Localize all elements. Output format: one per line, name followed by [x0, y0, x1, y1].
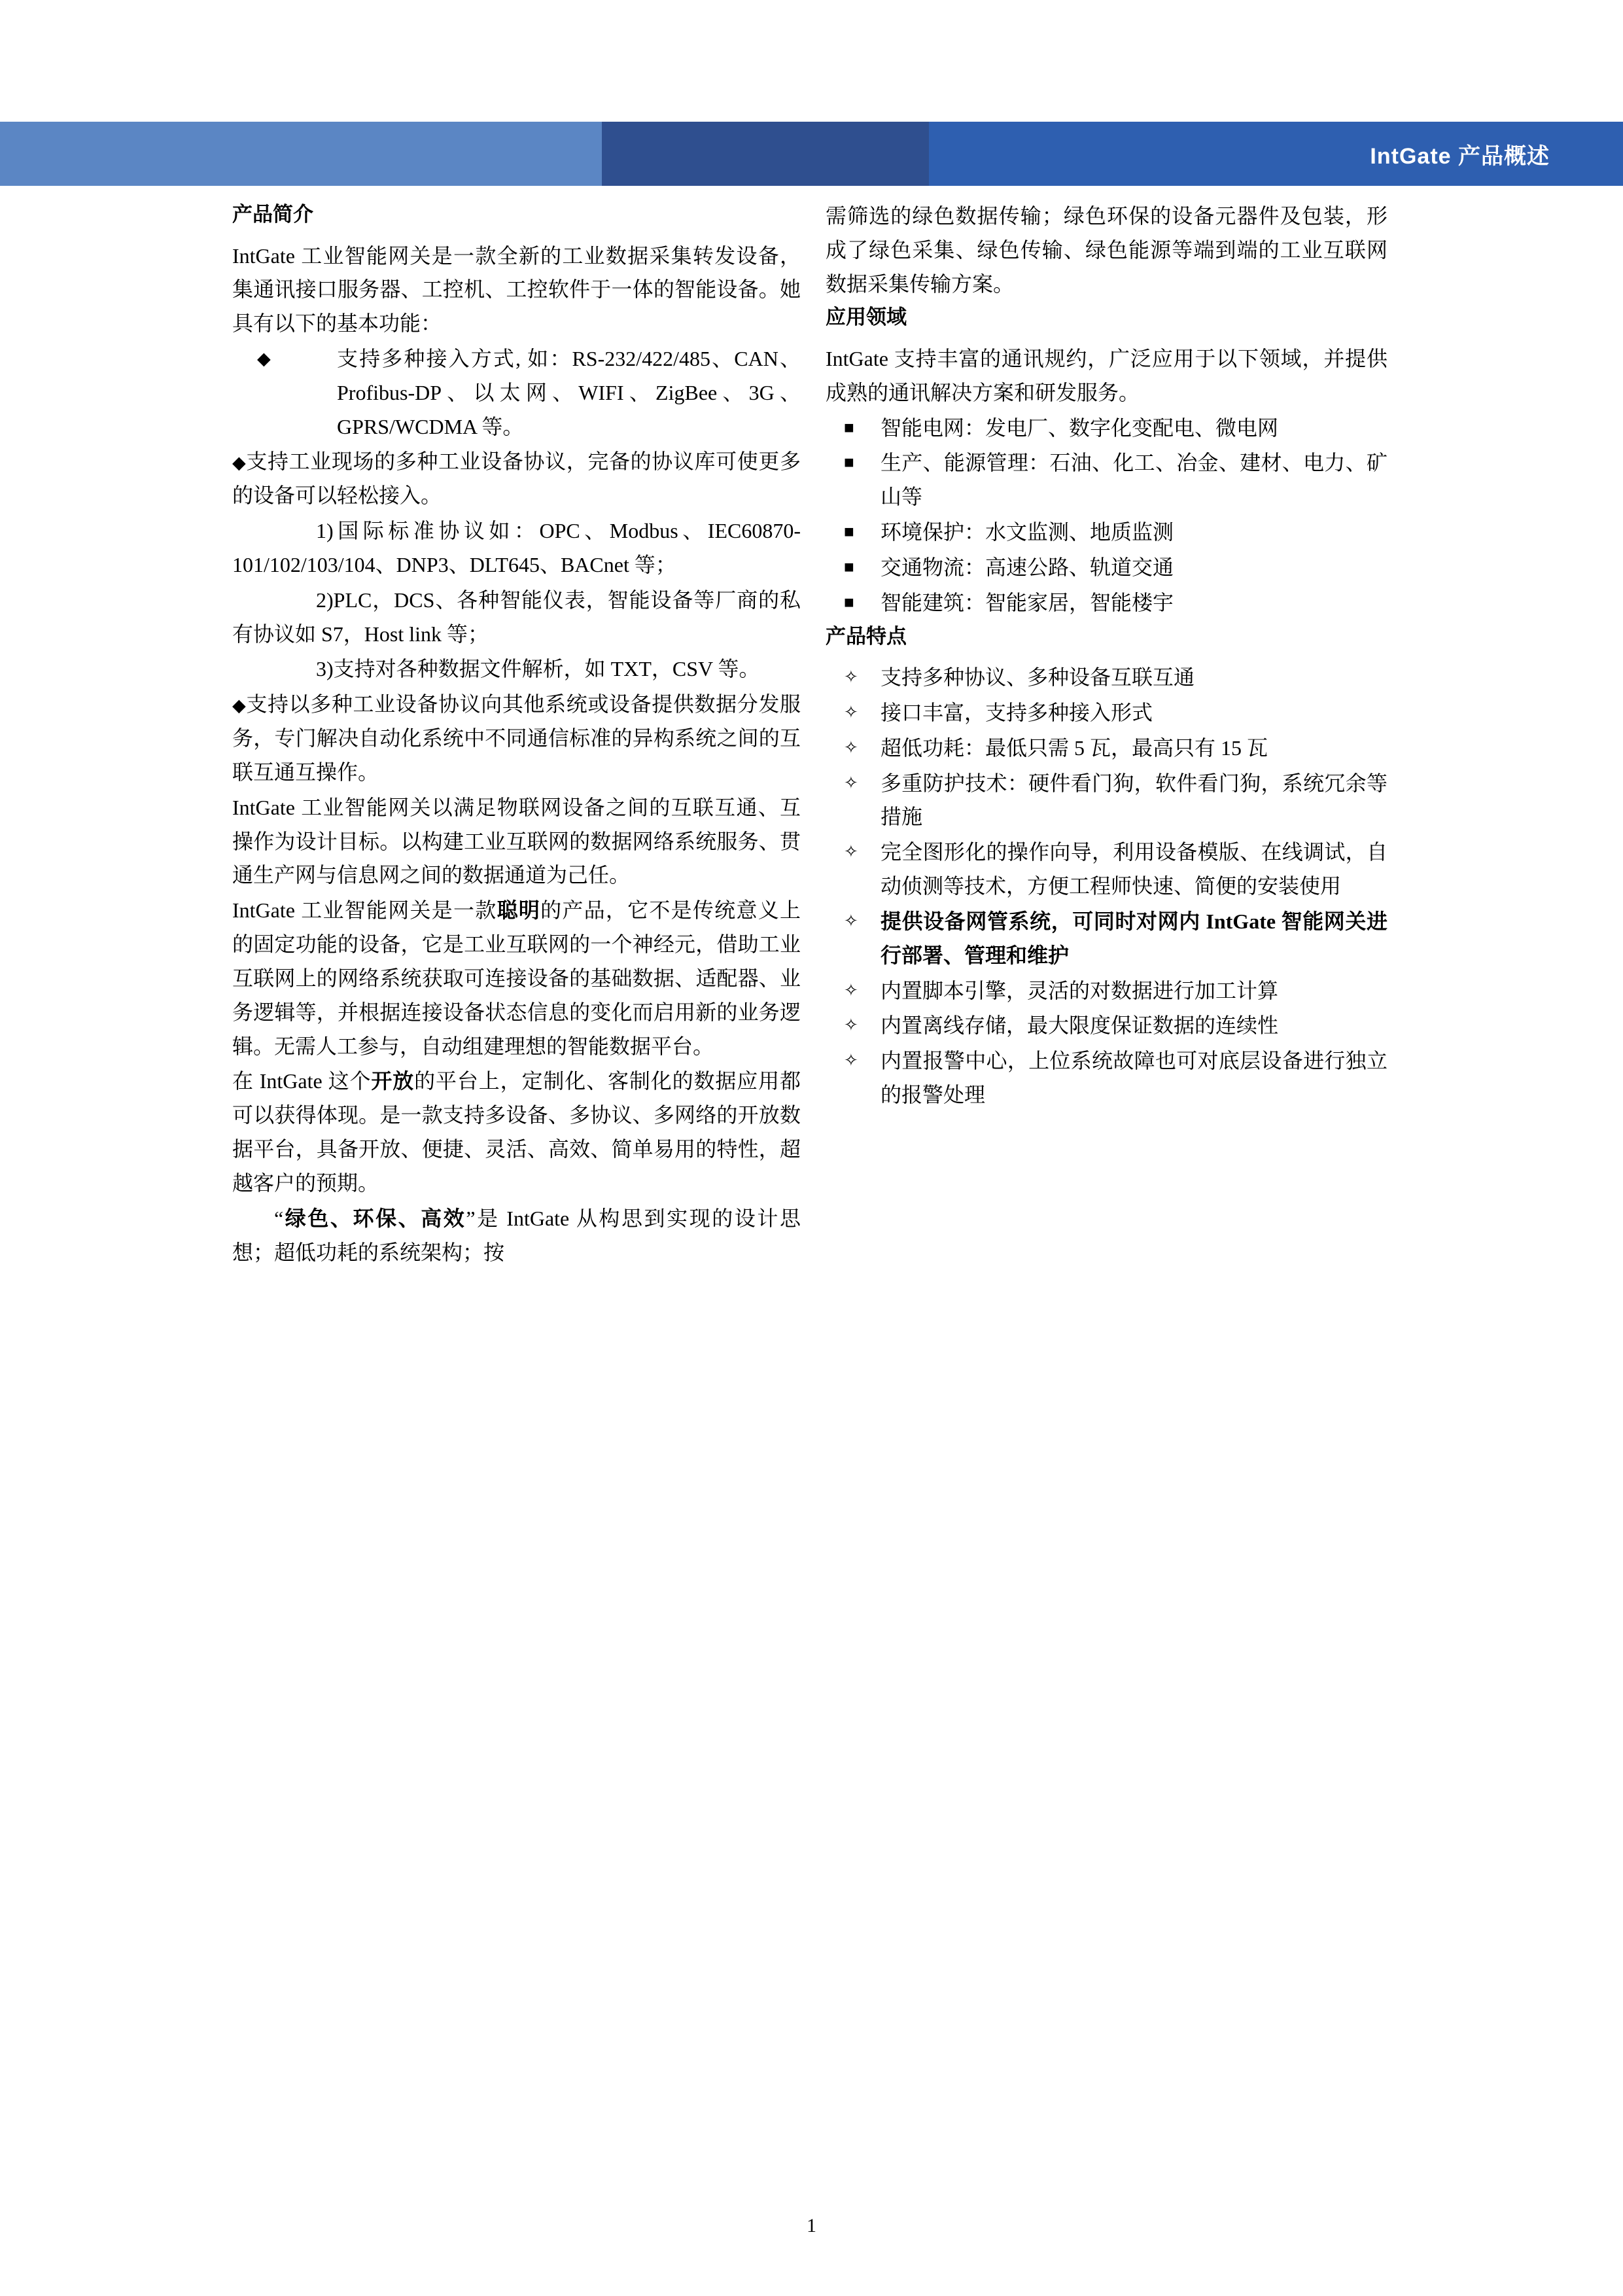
paragraph-smart-a: IntGate 工业智能网关是一款 [232, 898, 497, 923]
list-item-label: 多重防护技术：硬件看门狗，软件看门狗，系统冗余等措施 [881, 771, 1387, 829]
diamond-outline-bullet-icon: ✧ [844, 980, 858, 1000]
diamond-outline-bullet-icon: ✧ [844, 1051, 858, 1070]
page-number: 1 [807, 2215, 816, 2236]
list-item-label: 支持多种接入方式, 如：RS-232/422/485、CAN、Profibus-DP、以太网、WIFI、ZigBee、3G、GPRS/WCDMA 等。 [337, 346, 801, 438]
right-column [826, 200, 1623, 1271]
square-bullet-icon: ■ [844, 592, 854, 612]
section-heading-applications: 应用领域 [826, 306, 907, 329]
header-band-title [929, 122, 1623, 186]
paragraph-protocol-lead [232, 445, 801, 513]
diamond-outline-bullet-icon: ✧ [844, 737, 858, 757]
list-item-label: 智能建筑：智能家居，智能楼宇 [881, 590, 1174, 614]
diamond-outline-bullet-icon: ✧ [844, 667, 858, 687]
access-methods-list [232, 342, 801, 444]
header-band-dark [602, 122, 929, 186]
list-item [826, 586, 1387, 620]
list-item [826, 661, 1387, 695]
square-bullet-icon: ■ [844, 453, 854, 472]
applications-list [826, 412, 1387, 620]
list-item [826, 696, 1387, 730]
diamond-outline-bullet-icon: ✧ [844, 773, 858, 792]
paragraph-protocol-lead-text: 支持工业现场的多种工业设备协议，完备的协议库可使更多的设备可以轻松接入。 [232, 450, 801, 508]
paragraph-applications-intro: IntGate 支持丰富的通讯规约，广泛应用于以下领域，并提供成熟的通讯解决方案和研发服务。 [826, 346, 1387, 404]
list-item-label: 完全图形化的操作向导，利用设备模版、在线调试，自动侦测等技术，方便工程师快速、简便的安装使用 [881, 840, 1387, 898]
list-item-label: 接口丰富，支持多种接入形式 [881, 700, 1153, 724]
paragraph-green-c: ”是 IntGate 从构思到实现的设计思想；超低功耗的系统架构；按 [232, 1206, 801, 1264]
page-content [0, 200, 1623, 1271]
paragraph-smart-product [232, 894, 801, 1063]
paragraph-dispatch-text: 支持以多种工业设备协议向其他系统或设备提供数据分发服务，专门解决自动化系统中不同通信标准的异构系统之间的互联互通互操作。 [232, 692, 801, 784]
diamond-bullet-icon: ◆ [257, 348, 271, 368]
diamond-outline-bullet-icon: ✧ [844, 702, 858, 722]
list-item-label: 内置脚本引擎，灵活的对数据进行加工计算 [881, 978, 1279, 1002]
list-item [826, 974, 1387, 1008]
list-item-label: 智能电网：发电厂、数字化变配电、微电网 [881, 415, 1279, 440]
paragraph-protocol-1: 1)国际标准协议如：OPC、Modbus、IEC60870-101/102/103/104、DNP3、DLT645、BACnet 等； [232, 519, 801, 576]
list-item [826, 1009, 1387, 1043]
paragraph-smart-emphasis: 聪明 [497, 898, 541, 923]
list-item-label: 超低功耗：最低只需 5 瓦，最高只有 15 瓦 [881, 735, 1268, 760]
section-heading-intro: 产品简介 [232, 203, 313, 226]
list-item [826, 551, 1387, 585]
paragraph-open-platform [232, 1065, 801, 1200]
paragraph-green-quote-open: “ [274, 1206, 284, 1230]
paragraph-design-goal: IntGate 工业智能网关以满足物联网设备之间的互联互通、互操作为设计目标。以构建工业互联网的数据网络系统服务、贯通生产网与信息网之间的数据通道为己任。 [232, 795, 801, 887]
paragraph-green-emphasis: 绿色、环保、高效 [283, 1206, 466, 1230]
diamond-bullet-icon: ◆ [232, 453, 247, 473]
paragraph-open-emphasis: 开放 [371, 1069, 415, 1093]
diamond-outline-bullet-icon: ✧ [844, 1016, 858, 1035]
list-item-label: 交通物流：高速公路、轨道交通 [881, 555, 1174, 579]
list-item [826, 836, 1387, 904]
list-item-label: 内置报警中心，上位系统故障也可对底层设备进行独立的报警处理 [881, 1049, 1387, 1107]
list-item [826, 446, 1387, 514]
diamond-outline-bullet-icon: ✧ [844, 842, 858, 862]
paragraph-protocol-3: 3)支持对各种数据文件解析，如 TXT，CSV 等。 [316, 657, 760, 681]
list-item-label: 支持多种协议、多种设备互联互通 [881, 665, 1195, 690]
square-bullet-icon: ■ [844, 557, 854, 576]
paragraph-open-a: 在 IntGate 这个 [232, 1069, 372, 1093]
paragraph-dispatch [232, 688, 801, 789]
paragraph-protocol-2: 2)PLC，DCS、各种智能仪表，智能设备等厂商的私有协议如 S7，Host link 等； [232, 588, 801, 646]
paragraph-green-continued: 需筛选的绿色数据传输；绿色环保的设备元器件及包装，形成了绿色采集、绿色传输、绿色能源等端到端的工业互联网数据采集传输方案。 [826, 204, 1387, 296]
section-heading-features: 产品特点 [826, 624, 907, 648]
paragraph-smart-c: 的产品，它不是传统意义上的固定功能的设备，它是工业互联网的一个神经元，借助工业互联网上的网络系统获取可连接设备的基础数据、适配器、业务逻辑等，并根据连接设备状态信息的变化而启用新的业务逻辑。无需人工参与，自动组建理想的智能数据平台。 [232, 898, 801, 1058]
list-item-label: 环境保护：水文监测、地质监测 [881, 520, 1174, 544]
header-title: IntGate 产品概述 [1370, 143, 1550, 169]
list-item-label: 内置离线存储，最大限度保证数据的连续性 [881, 1014, 1279, 1038]
diamond-outline-bullet-icon: ✧ [844, 911, 858, 930]
list-item [826, 767, 1387, 835]
list-item [826, 412, 1387, 446]
paragraph-green [232, 1202, 801, 1270]
features-list [826, 661, 1387, 1112]
diamond-bullet-icon: ◆ [232, 696, 247, 716]
list-item [826, 732, 1387, 766]
square-bullet-icon: ■ [844, 417, 854, 437]
list-item [826, 1044, 1387, 1112]
list-item [826, 905, 1387, 973]
list-item [232, 342, 801, 444]
paragraph-open-c: 的平台上，定制化、客制化的数据应用都可以获得体现。是一款支持多设备、多协议、多网络的开放数据平台，具备开放、便捷、灵活、高效、简单易用的特性，超越客户的预期。 [232, 1069, 801, 1195]
square-bullet-icon: ■ [844, 522, 854, 542]
header-band-light [0, 122, 602, 186]
paragraph-intro: IntGate 工业智能网关是一款全新的工业数据采集转发设备，集通讯接口服务器、工控机、工控软件于一体的智能设备。她具有以下的基本功能： [232, 243, 801, 336]
list-item-label: 生产、能源管理：石油、化工、冶金、建材、电力、矿山等 [881, 451, 1387, 509]
list-item [826, 516, 1387, 550]
list-item-label: 提供设备网管系统，可同时对网内 IntGate 智能网关进行部署、管理和维护 [881, 909, 1387, 967]
left-column [0, 200, 826, 1271]
page-header-banner [0, 122, 1623, 186]
